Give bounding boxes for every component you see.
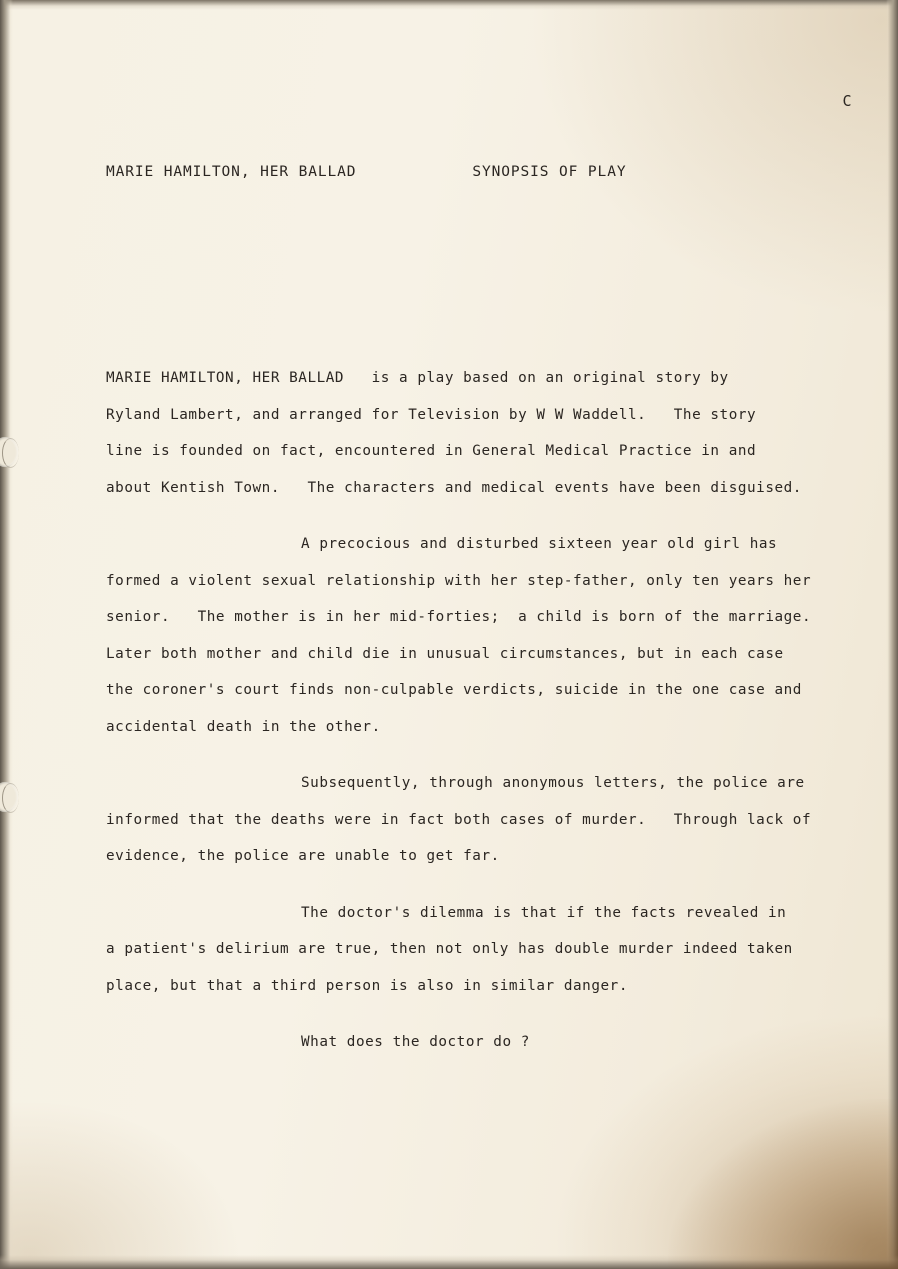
paragraph-line: line is founded on fact, encountered in General Medical Practice in and xyxy=(106,443,757,459)
paragraph xyxy=(106,360,826,506)
paragraph-line: place, but that a third person is also in similar danger. xyxy=(106,977,628,994)
page-edge-left xyxy=(0,0,13,1269)
paragraph-line: formed a violent sexual relationship with her step-father, only ten years her xyxy=(106,572,812,589)
paper-stain xyxy=(668,1099,898,1269)
paragraph-line: informed that the deaths were in fact both cases of murder. Through lack of xyxy=(106,811,812,828)
paragraph-line: Later both mother and child die in unusual circumstances, but in each case xyxy=(106,645,784,662)
punch-hole-lower xyxy=(0,782,18,812)
paragraph-line: What does the doctor do ? xyxy=(301,1034,530,1050)
page-mark: C xyxy=(842,92,852,110)
paragraph-line: the coroner's court finds non-culpable verdicts, suicide in the one case and xyxy=(106,682,802,698)
paragraph-line: senior. The mother is in her mid-forties; a child is born of the marriage. xyxy=(106,609,812,625)
paragraph-line: Ryland Lambert, and arranged for Television by W W Waddell. The story xyxy=(106,406,757,423)
paragraph xyxy=(106,895,826,1005)
paragraph-line: accidental death in the other. xyxy=(106,718,381,735)
paragraph-line: A precocious and disturbed sixteen year old girl has xyxy=(301,536,778,552)
page-edge-bottom xyxy=(0,1255,898,1269)
paragraph-line: about Kentish Town. The characters and medical events have been disguised. xyxy=(106,479,802,496)
page-edge-top xyxy=(0,0,898,10)
paragraph xyxy=(106,526,826,745)
document-title: MARIE HAMILTON, HER BALLAD xyxy=(106,164,357,180)
paragraph-line: The doctor's dilemma is that if the facts revealed in xyxy=(301,904,787,921)
paragraph-line: evidence, the police are unable to get far. xyxy=(106,848,500,864)
document-body xyxy=(106,360,826,1061)
document-subtitle: SYNOPSIS OF PLAY xyxy=(472,164,627,180)
paragraph xyxy=(106,765,826,875)
paragraph-line: Subsequently, through anonymous letters, the police are xyxy=(301,775,805,791)
document-header xyxy=(106,164,806,180)
paragraph-line: MARIE HAMILTON, HER BALLAD is a play based on an original story by xyxy=(106,370,729,386)
closing-line xyxy=(106,1024,826,1061)
paragraph-line: a patient's delirium are true, then not only has double murder indeed taken xyxy=(106,941,793,957)
punch-hole-upper xyxy=(0,437,18,467)
page-edge-right xyxy=(886,0,898,1269)
